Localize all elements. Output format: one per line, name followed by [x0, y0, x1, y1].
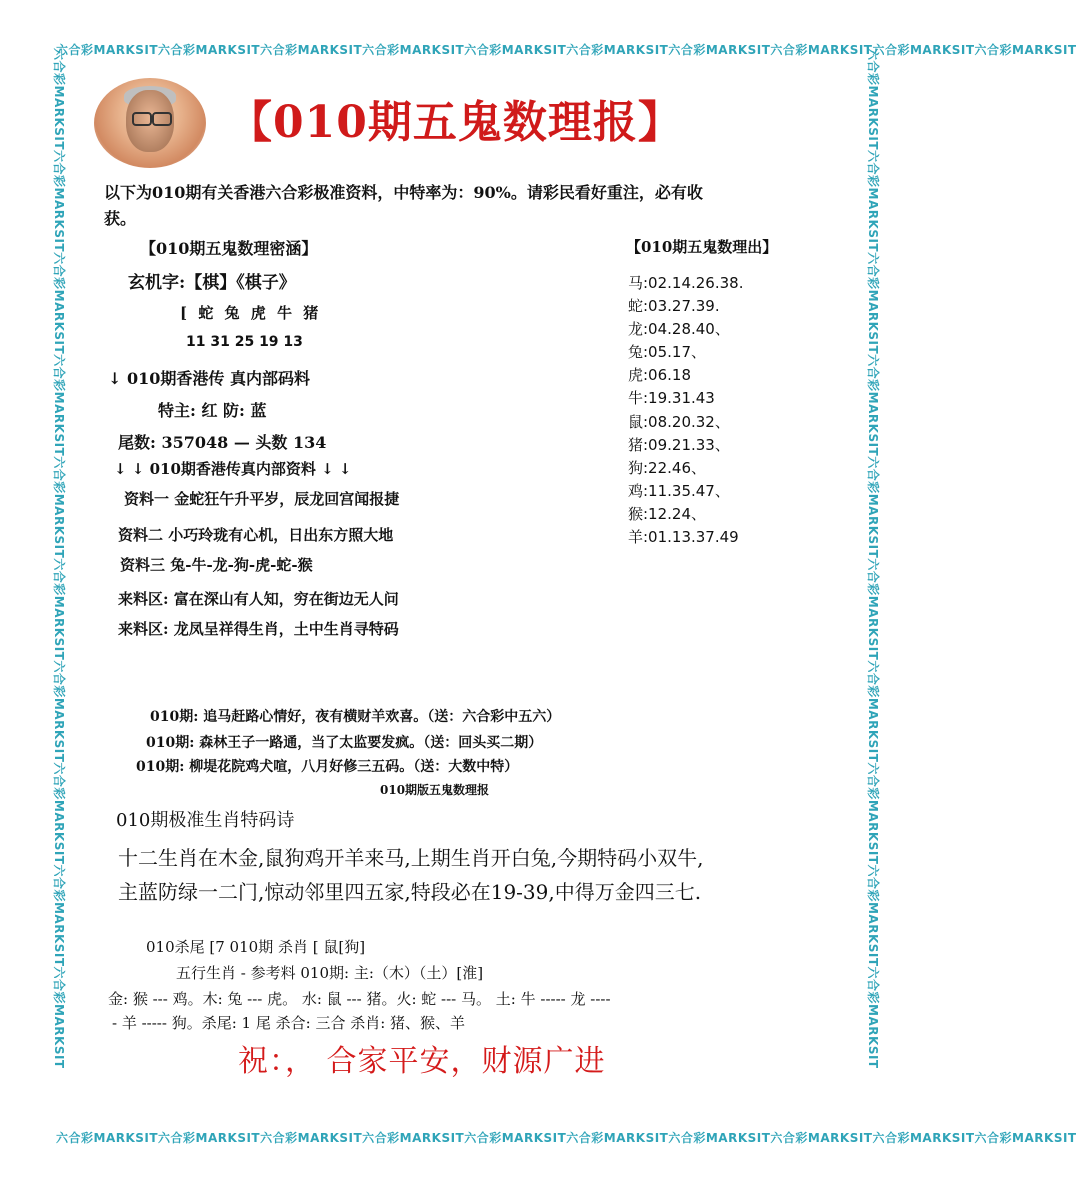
page-title: 【010期五鬼数理报】	[228, 97, 683, 148]
list-item: 虎:06.18	[628, 366, 691, 385]
list-item: 马:02.14.26.38.	[628, 274, 744, 292]
intro-line-2: 获。	[104, 209, 137, 228]
avatar-glasses-right	[152, 112, 172, 126]
inside-info-title: ↓ ↓ 010期香港传真内部资料 ↓ ↓	[114, 460, 352, 478]
poem-section-title: 010期极准生肖特码诗	[116, 810, 295, 831]
number-list	[628, 272, 743, 549]
tezhu-line: 特主: 红 防: 蓝	[158, 401, 267, 420]
list-item: 猪:09.21.33、	[628, 435, 730, 454]
number-row: 11 31 25 19 13	[186, 334, 303, 350]
laiqu-1: 来料区: 富在深山有人知，穷在街边无人问	[118, 590, 399, 608]
ziliao-1: 资料一 金蛇狂午升平岁，辰龙回宫闻报捷	[124, 490, 400, 508]
intro-line-1: 以下为010期有关香港六合彩极准资料，中特率为：90%。请彩民看好重注，必有收	[104, 183, 703, 202]
poem-line-1: 010期: 追马赶路心情好，夜有横财羊欢喜。（送：六合彩中五六）	[150, 709, 561, 725]
list-item: 龙:04.28.40、	[628, 320, 730, 339]
poem-section-line-2: 主蓝防绿一二门,惊动邻里四五家,特段必在19-39,中得万金四三七.	[118, 880, 702, 904]
list-item: 猴:12.24、	[628, 504, 706, 523]
list-item: 鼠:08.20.32、	[628, 412, 730, 431]
list-item: 鸡:11.35.47、	[628, 481, 730, 500]
right-border-text: 六合彩MARKSIT六合彩MARKSIT六合彩MARKSIT六合彩MARKSIT六合彩MARKSIT六合彩MARKSIT六合彩MARKSIT六合彩MARKSIT六合彩MARKSIT六合彩MARKSIT	[866, 48, 880, 1069]
list-item: 狗:22.46、	[628, 458, 706, 477]
inside-code-title: ↓ 010期香港传 真内部码料	[108, 369, 310, 388]
top-border-text: 六合彩MARKSIT六合彩MARKSIT六合彩MARKSIT六合彩MARKSIT六合彩MARKSIT六合彩MARKSIT六合彩MARKSIT六合彩MARKSIT六合彩MARKSIT六合彩MARKSIT	[56, 43, 1077, 57]
poem-caption: 010期版五鬼数理报	[380, 783, 490, 797]
weishu-line: 尾数: 357048 — 头数 134	[118, 433, 327, 452]
avatar	[94, 78, 206, 168]
list-item: 蛇:03.27.39.	[628, 297, 720, 316]
poem-line-2: 010期: 森林王子一路通，当了太监要发疯。（送：回头买二期）	[146, 735, 543, 751]
laiqu-2: 来料区: 龙凤呈祥得生肖，土中生肖寻特码	[118, 620, 399, 638]
xuanji-line: 玄机字:【棋】《棋子》	[128, 273, 296, 293]
poem-line-3: 010期: 柳堤花院鸡犬喧，八月好修三五码。（送：大数中特）	[136, 759, 519, 775]
list-item: 牛:19.31.43	[628, 389, 715, 408]
avatar-glasses-left	[132, 112, 152, 126]
poem-section-line-1: 十二生肖在木金,鼠狗鸡开羊来马,上期生肖开白兔,今期特码小双牛,	[118, 846, 704, 870]
zodiac-row: [ 蛇 兔 虎 牛 猪	[180, 304, 322, 322]
ziliao-3: 资料三 兔-牛-龙-狗-虎-蛇-猴	[120, 556, 313, 574]
list-item: 羊:01.13.37.49	[628, 528, 739, 547]
left-border-text: 六合彩MARKSIT六合彩MARKSIT六合彩MARKSIT六合彩MARKSIT六合彩MARKSIT六合彩MARKSIT六合彩MARKSIT六合彩MARKSIT六合彩MARKSIT六合彩MARKSIT	[52, 48, 66, 1069]
blessing-text: 祝：， 合家平安，财源广进	[238, 1044, 606, 1079]
element-line-2: - 羊 ----- 狗。杀尾: 1 尾 杀合: 三合 杀肖: 猪、猴、羊	[112, 1014, 466, 1032]
list-item: 兔:05.17、	[628, 343, 706, 362]
wuxing-line: 五行生肖 - 参考料 010期: 主:（木）（土）[淮]	[176, 964, 484, 982]
left-section-title: 【010期五鬼数理密涵】	[140, 239, 318, 258]
right-section-title: 【010期五鬼数理出】	[626, 238, 778, 256]
ziliao-2: 资料二 小巧玲珑有心机，日出东方照大地	[118, 526, 394, 544]
left-border	[52, 48, 72, 1138]
right-border	[866, 48, 886, 1138]
element-line-1: 金: 猴 --- 鸡。木: 兔 --- 虎。 水: 鼠 --- 猪。火: 蛇 --- 马。 土: 牛 ----- 龙 ----	[108, 990, 611, 1008]
bottom-border-text: 六合彩MARKSIT六合彩MARKSIT六合彩MARKSIT六合彩MARKSIT六合彩MARKSIT六合彩MARKSIT六合彩MARKSIT六合彩MARKSIT六合彩MARKSIT六合彩MARKSIT	[56, 1131, 1077, 1145]
kill-tail-line: 010杀尾 [7 010期 杀肖 [ 鼠[狗]	[146, 938, 366, 956]
